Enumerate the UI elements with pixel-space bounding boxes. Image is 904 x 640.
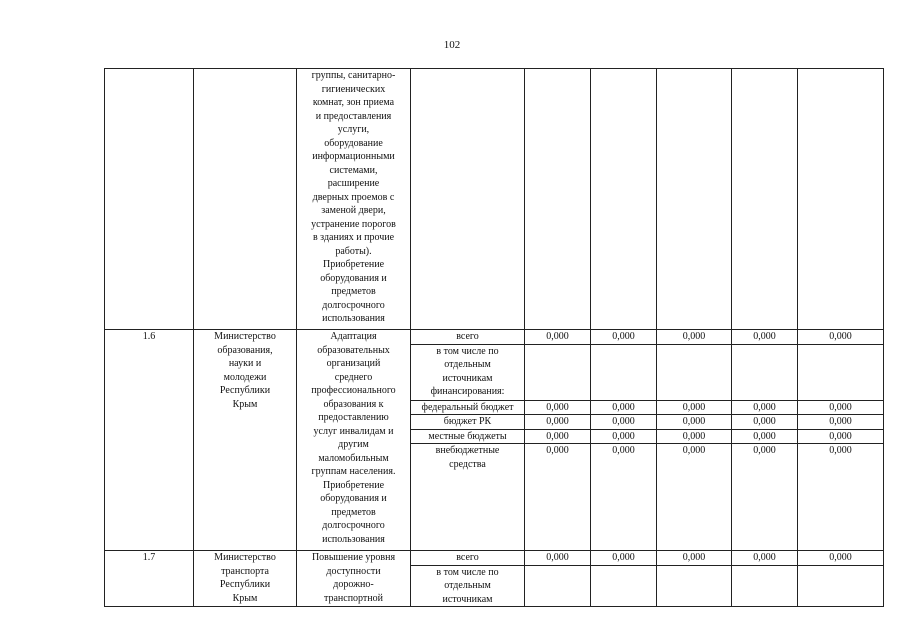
row-number: 1.6	[105, 330, 194, 551]
value-cell: 0,000	[657, 429, 732, 444]
value-cell: 0,000	[798, 551, 884, 566]
value-cell: 0,000	[657, 444, 732, 551]
value-cell: 0,000	[732, 415, 798, 430]
source-label: местные бюджеты	[411, 429, 525, 444]
value-cell	[591, 69, 657, 330]
value-cell	[798, 344, 884, 400]
source-label: федеральный бюджет	[411, 400, 525, 415]
source-label: в том числе по отдельным источникам финансирования:	[411, 344, 525, 400]
measure-cell: Адаптация образовательных организаций среднего профессионального образования к предоставлению услуг инвалидам и другим маломобильным группам населения. Приобретение оборудования и предметов долгосрочного использования	[297, 330, 411, 551]
value-cell	[732, 565, 798, 607]
value-cell: 0,000	[591, 415, 657, 430]
value-cell: 0,000	[732, 444, 798, 551]
value-cell: 0,000	[732, 551, 798, 566]
value-cell	[657, 69, 732, 330]
source-label: всего	[411, 551, 525, 566]
value-cell: 0,000	[591, 330, 657, 345]
executor-cell: Министерство транспорта Республики Крым	[194, 551, 297, 607]
value-cell	[657, 565, 732, 607]
measure-cell: группы, санитарно- гигиенических комнат, зон приема и предоставления услуги, оборудование информационными системами, расширение дверных проемов с заменой двери, устранение порогов в зданиях и прочие работы). Приобретение оборудования и предметов долгосрочного использования	[297, 69, 411, 330]
value-cell: 0,000	[798, 400, 884, 415]
value-cell: 0,000	[591, 551, 657, 566]
value-cell	[732, 344, 798, 400]
value-cell: 0,000	[525, 330, 591, 345]
value-cell: 0,000	[525, 551, 591, 566]
value-cell: 0,000	[591, 444, 657, 551]
value-cell	[525, 344, 591, 400]
page-number: 102	[443, 39, 461, 51]
value-cell: 0,000	[732, 330, 798, 345]
value-cell: 0,000	[798, 429, 884, 444]
value-cell	[798, 69, 884, 330]
value-cell	[591, 565, 657, 607]
table-row	[105, 69, 884, 330]
value-cell: 0,000	[591, 400, 657, 415]
source-label: бюджет РК	[411, 415, 525, 430]
value-cell: 0,000	[657, 400, 732, 415]
value-cell: 0,000	[732, 429, 798, 444]
row-number: 1.7	[105, 551, 194, 607]
value-cell	[525, 565, 591, 607]
value-cell: 0,000	[657, 551, 732, 566]
source-label: внебюджетные средства	[411, 444, 525, 551]
value-cell: 0,000	[657, 415, 732, 430]
value-cell	[732, 69, 798, 330]
measure-cell: Повышение уровня доступности дорожно- транспортной	[297, 551, 411, 607]
value-cell: 0,000	[525, 429, 591, 444]
value-cell	[657, 344, 732, 400]
value-cell	[798, 565, 884, 607]
value-cell: 0,000	[591, 429, 657, 444]
value-cell: 0,000	[525, 415, 591, 430]
value-cell	[591, 344, 657, 400]
program-table	[104, 68, 884, 607]
value-cell	[525, 69, 591, 330]
source-label: в том числе по отдельным источникам	[411, 565, 525, 607]
executor-cell	[194, 69, 297, 330]
number-cell	[105, 69, 194, 330]
value-cell: 0,000	[798, 415, 884, 430]
source-cell	[411, 69, 525, 330]
value-cell: 0,000	[657, 330, 732, 345]
value-cell: 0,000	[732, 400, 798, 415]
source-label: всего	[411, 330, 525, 345]
executor-cell: Министерство образования, науки и молодежи Республики Крым	[194, 330, 297, 551]
value-cell: 0,000	[798, 330, 884, 345]
value-cell: 0,000	[798, 444, 884, 551]
value-cell: 0,000	[525, 400, 591, 415]
table-row	[105, 330, 884, 345]
table-row	[105, 551, 884, 566]
value-cell: 0,000	[525, 444, 591, 551]
